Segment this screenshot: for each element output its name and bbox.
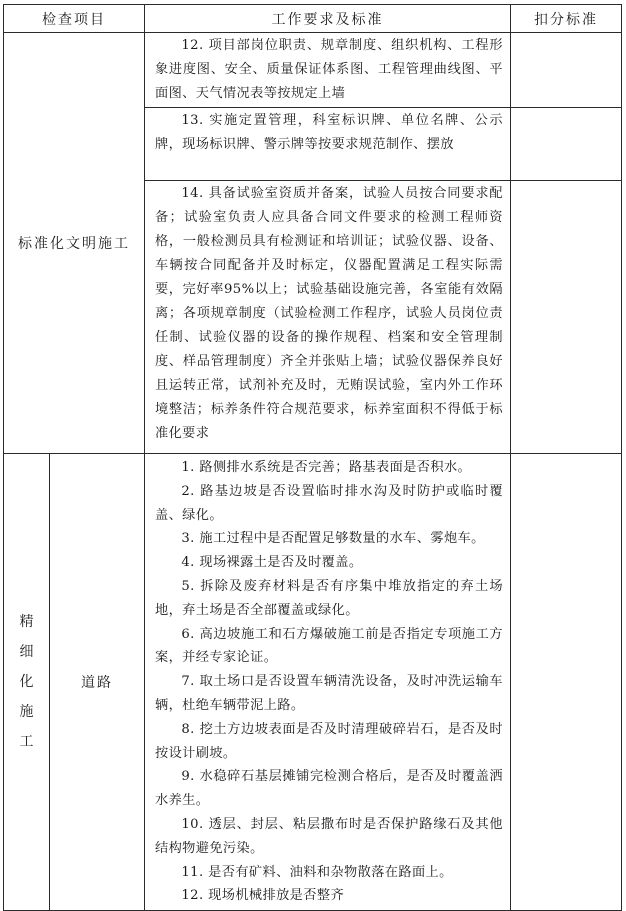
road-item: 6. 高边坡施工和石方爆破施工前是否指定专项施工方案，并经专家论证。 <box>155 626 503 666</box>
road-item: 5. 拆除及废弃材料是否有序集中堆放指定的弃土场地，弃土场是否全部覆盖或绿化。 <box>155 578 503 618</box>
road-item: 11. 是否有矿料、油料和杂物散落在路面上。 <box>181 864 453 880</box>
requirement-cell: 12. 项目部岗位职责、规章制度、组织机构、工程形象进度图、安全、质量保证体系图、工程管理曲线图、平面图、天气情况表等按规定上墙 <box>145 33 511 108</box>
road-item: 8. 挖土方边坡表面是否及时清理破碎岩石，是否及时按设计刷坡。 <box>155 721 503 761</box>
section-char: 工 <box>19 734 34 751</box>
road-item: 3. 施工过程中是否配置足够数量的水车、雾炮车。 <box>181 531 485 547</box>
road-requirements <box>145 454 511 911</box>
section-char: 施 <box>19 704 34 721</box>
deduction-cell <box>511 33 622 108</box>
subsection-road: 道路 <box>50 454 145 911</box>
section-char: 细 <box>19 644 34 661</box>
road-item: 4. 现场裸露土是否及时覆盖。 <box>181 555 363 571</box>
section-char: 化 <box>19 674 34 691</box>
road-item: 9. 水稳碎石基层摊铺完检测合格后，是否及时覆盖洒水养生。 <box>155 769 503 809</box>
section-char: 精 <box>19 614 34 631</box>
road-item: 12. 现场机械排放是否整齐 <box>181 888 345 904</box>
road-item: 7. 取土场口是否设置车辆清洗设备，及时冲洗运输车辆，杜绝车辆带泥上路。 <box>155 674 503 713</box>
road-item: 10. 透层、封层、粘层撒布时是否保护路缘石及其他结构物避免污染。 <box>155 816 503 856</box>
requirement-cell: 13. 实施定置管理，科室标识牌、单位名牌、公示牌，现场标识牌、警示牌等按要求规范制作、摆放 <box>145 108 511 181</box>
section-refined-construction <box>4 454 50 911</box>
table-row <box>4 33 622 108</box>
section-standardization: 标准化文明施工 <box>4 33 145 454</box>
header-item: 检查项目 <box>4 5 145 33</box>
deduction-cell <box>511 181 622 454</box>
deduction-cell <box>511 108 622 181</box>
header-requirements: 工作要求及标准 <box>145 5 511 33</box>
inspection-table <box>3 4 622 911</box>
road-item: 2. 路基边坡是否设置临时排水沟及时防护或临时覆盖、绿化。 <box>155 483 503 523</box>
header-deduction: 扣分标准 <box>511 5 622 33</box>
table-row <box>4 454 622 911</box>
requirement-cell: 14. 具备试验室资质并备案，试验人员按合同要求配备；试验室负责人应具备合同文件要求的检测工程师资格，一般检测员具有检测证和培训证；试验仪器、设备、车辆按合同配备并及时标定，仪器配置满足工程实际需要，完好率95%以上；试验基础设施完善，各室能有效隔离；各项规章制度（试验检测工作程序，试验人员岗位责任制、试验仪器的设备的操作规程、档案和安全管理制度、样品管理制度）齐全并张贴上墙；试验仪器保养良好且运转正常，试剂补充及时，无贿误试验，室内外工作环境整洁；标养条件符合规范要求，标养室面积不得低于标准化要求 <box>145 181 511 454</box>
road-item: 1. 路侧排水系统是否完善；路基表面是否积水。 <box>181 460 472 475</box>
deduction-cell <box>511 454 622 911</box>
header-row <box>4 5 622 33</box>
